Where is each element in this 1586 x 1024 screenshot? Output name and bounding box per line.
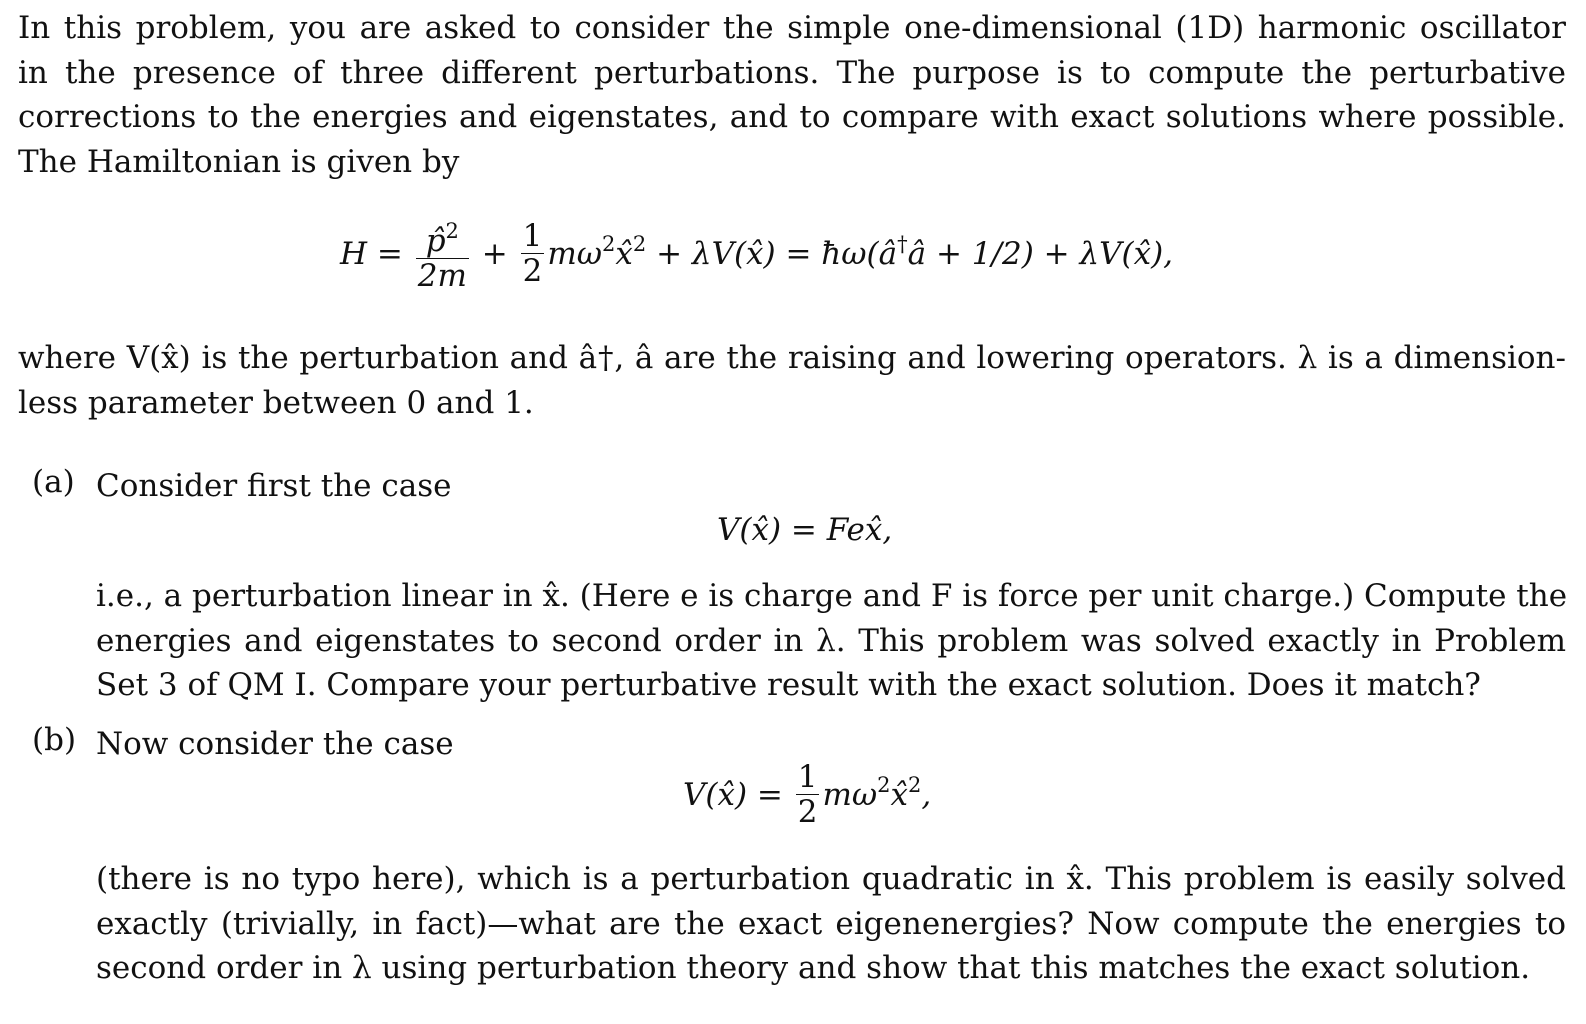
position-operator: x̂: [615, 236, 633, 272]
kinetic-denominator: 2m: [417, 258, 467, 294]
part-b-intro: Now consider the case: [96, 726, 454, 762]
part-b-half-fraction: [796, 760, 820, 829]
part-b-half-den: 2: [797, 794, 818, 830]
hamiltonian-lhs: H: [340, 236, 368, 272]
momentum-operator: p̂: [425, 223, 446, 259]
half-denominator: 2: [522, 253, 543, 289]
momentum-exponent: 2: [445, 219, 459, 243]
part-b-line: (there is no typo here), which is a perturbation quadratic in x̂. This problem is easily solved: [96, 861, 1566, 897]
hamiltonian-rest-2: â + 1/2) + λV(x̂),: [907, 236, 1174, 272]
part-b-label: (b): [32, 722, 77, 758]
dagger-symbol: †: [897, 232, 908, 256]
intro-paragraph: [18, 6, 1566, 184]
potential-term: mω: [547, 236, 602, 272]
intro-line: in the presence of three different perturbations. The purpose is to compute the perturbative: [18, 54, 1566, 91]
part-b-position: x̂: [890, 777, 909, 813]
intro-line: corrections to the energies and eigenstates, and to compare with exact solutions where possible.: [18, 99, 1566, 135]
part-b-equation: [683, 759, 932, 831]
part-a-line: Set 3 of QM I. Compare your perturbative result with the exact solution. Does it match?: [96, 667, 1481, 703]
part-b-line: second order in λ using perturbation theory and show that this matches the exact solution.: [96, 950, 1531, 986]
plus-sign: +: [481, 236, 508, 272]
half-fraction: [521, 219, 545, 288]
where-paragraph: [18, 336, 1566, 425]
intro-line: The Hamiltonian is given by: [18, 143, 460, 180]
hamiltonian-rest: + λV(x̂) = ħω(â: [656, 236, 898, 272]
part-b-position-exp: 2: [908, 773, 922, 797]
part-b-omega-exp: 2: [877, 773, 891, 797]
part-a-equation: V(x̂) = Fex̂,: [717, 512, 893, 548]
part-a-body: [96, 574, 1566, 708]
part-b-eq-term: mω: [822, 777, 878, 813]
hamiltonian-equation: [340, 216, 1173, 295]
part-b-body: [96, 857, 1566, 991]
part-b-eq-lhs: V(x̂) =: [683, 777, 783, 813]
equals-sign: =: [376, 236, 403, 272]
where-line: less parameter between 0 and 1.: [18, 384, 534, 421]
part-a-line: energies and eigenstates to second order in λ. This problem was solved exactly in Problem: [96, 622, 1566, 659]
part-b-line: exactly (trivially, in fact)—what are the exact eigenenergies? Now compute the energies to: [96, 905, 1566, 942]
part-a-label: (a): [32, 464, 75, 500]
part-b-half-num: 1: [797, 759, 818, 795]
part-a-intro: Consider first the case: [96, 468, 452, 504]
part-b-comma: ,: [921, 777, 932, 813]
intro-line: In this problem, you are asked to consider the simple one-dimensional (1D) harmonic oscillator: [18, 10, 1566, 46]
half-numerator: 1: [522, 218, 543, 254]
omega-exponent: 2: [602, 232, 616, 256]
part-a-line: i.e., a perturbation linear in x̂. (Here e is charge and F is force per unit charge.) Compute the: [96, 578, 1568, 614]
kinetic-fraction: [416, 214, 469, 293]
position-exponent: 2: [632, 232, 647, 256]
where-line: where V(x̂) is the perturbation and â†, â are the raising and lowering operators. λ is a dimension-: [18, 340, 1566, 376]
